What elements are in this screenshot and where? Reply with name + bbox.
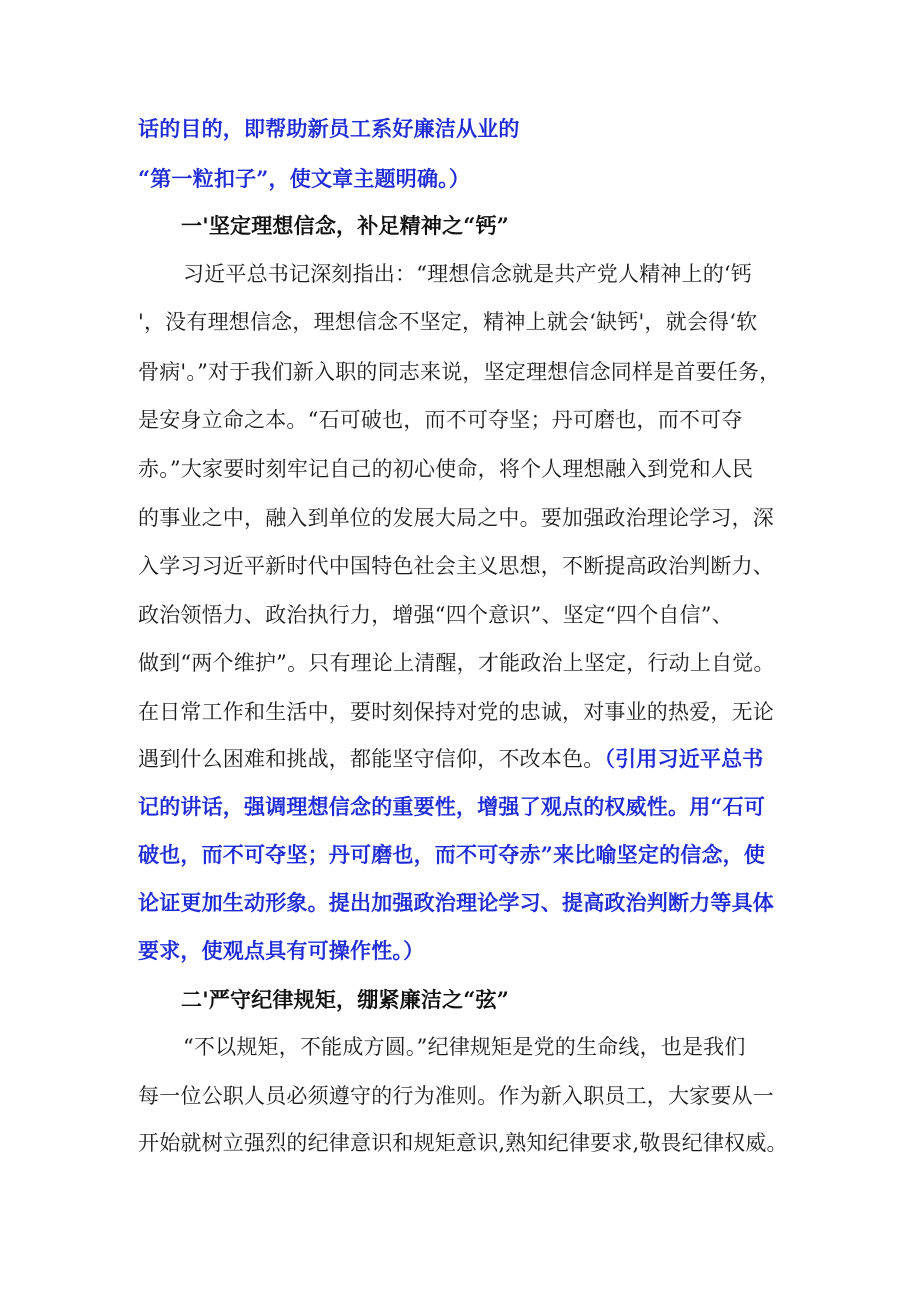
- section1-paragraph-line: 政治领悟力、政治执行力，增强“四个意识”、坚定“四个自信”、: [138, 603, 733, 627]
- section1-mixed-line: [138, 744, 764, 774]
- section1-paragraph-line: 是安身立命之本。“石可破也，而不可夺坚；丹可磨也，而不可夺: [138, 408, 743, 432]
- section2-paragraph-line: 开始就树立强烈的纪律意识和规矩意识,熟知纪律要求,敬畏纪律权威。: [138, 1131, 788, 1155]
- section1-paragraph-line: '，没有理想信念，理想信念不坚定，精神上就会‘缺钙'，就会得‘软: [138, 310, 758, 334]
- section1-note-start: （引用习近平总书: [604, 746, 764, 771]
- section1-note-line: 破也，而不可夺坚；丹可磨也，而不可夺赤”来比喻坚定的信念，使: [138, 842, 766, 867]
- section1-paragraph-line: 做到“两个维护”。只有理论上清醒，才能政治上坚定，行动上自觉。: [138, 651, 775, 675]
- section1-note-line: 要求，使观点具有可操作性。）: [138, 938, 425, 963]
- section2-paragraph-line: 每一位公职人员必须遵守的行为准则。作为新入职员工，大家要从一: [138, 1084, 774, 1108]
- section1-note-line: 论证更加生动形象。提出加强政治理论学习、提高政治判断力等具体: [138, 890, 774, 915]
- section1-paragraph-line: 在日常工作和生活中，要时刻保持对党的忠诚，对事业的热爱，无论: [138, 700, 774, 724]
- section1-heading: 一'坚定理想信念，补足精神之“钙”: [181, 213, 509, 238]
- section1-paragraph-line: 赤。”大家要时刻牢记自己的初心使命，将个人理想融入到党和人民: [138, 457, 754, 481]
- section1-note-line: 记的讲话，强调理想信念的重要性，增强了观点的权威性。用“石可: [138, 794, 766, 819]
- section1-paragraph-line: 入学习习近平新时代中国特色社会主义思想，不断提高政治判断力、: [138, 554, 774, 578]
- intro-note-line-2: “第一粒扣子”，使文章主题明确。）: [138, 166, 471, 191]
- section1-paragraph-line: 的事业之中，融入到单位的发展大局之中。要加强政治理论学习，深: [138, 506, 774, 530]
- section1-paragraph-line: 习近平总书记深刻指出：“理想信念就是共产党人精神上的‘钙: [183, 262, 753, 286]
- section1-paragraph-line: 骨病'。”对于我们新入职的同志来说，坚定理想信念同样是首要任务，: [138, 360, 781, 384]
- section2-paragraph-line: “不以规矩，不能成方圆。”纪律规矩是党的生命线，也是我们: [183, 1035, 746, 1059]
- section1-last-plain-text: 遇到什么困难和挑战，都能坚守信仰，不改本色。: [138, 747, 605, 771]
- intro-note-line-1: 话的目的，即帮助新员工系好廉洁从业的: [138, 116, 520, 141]
- section2-heading: 二'严守纪律规矩，绷紧廉洁之“弦”: [181, 987, 509, 1012]
